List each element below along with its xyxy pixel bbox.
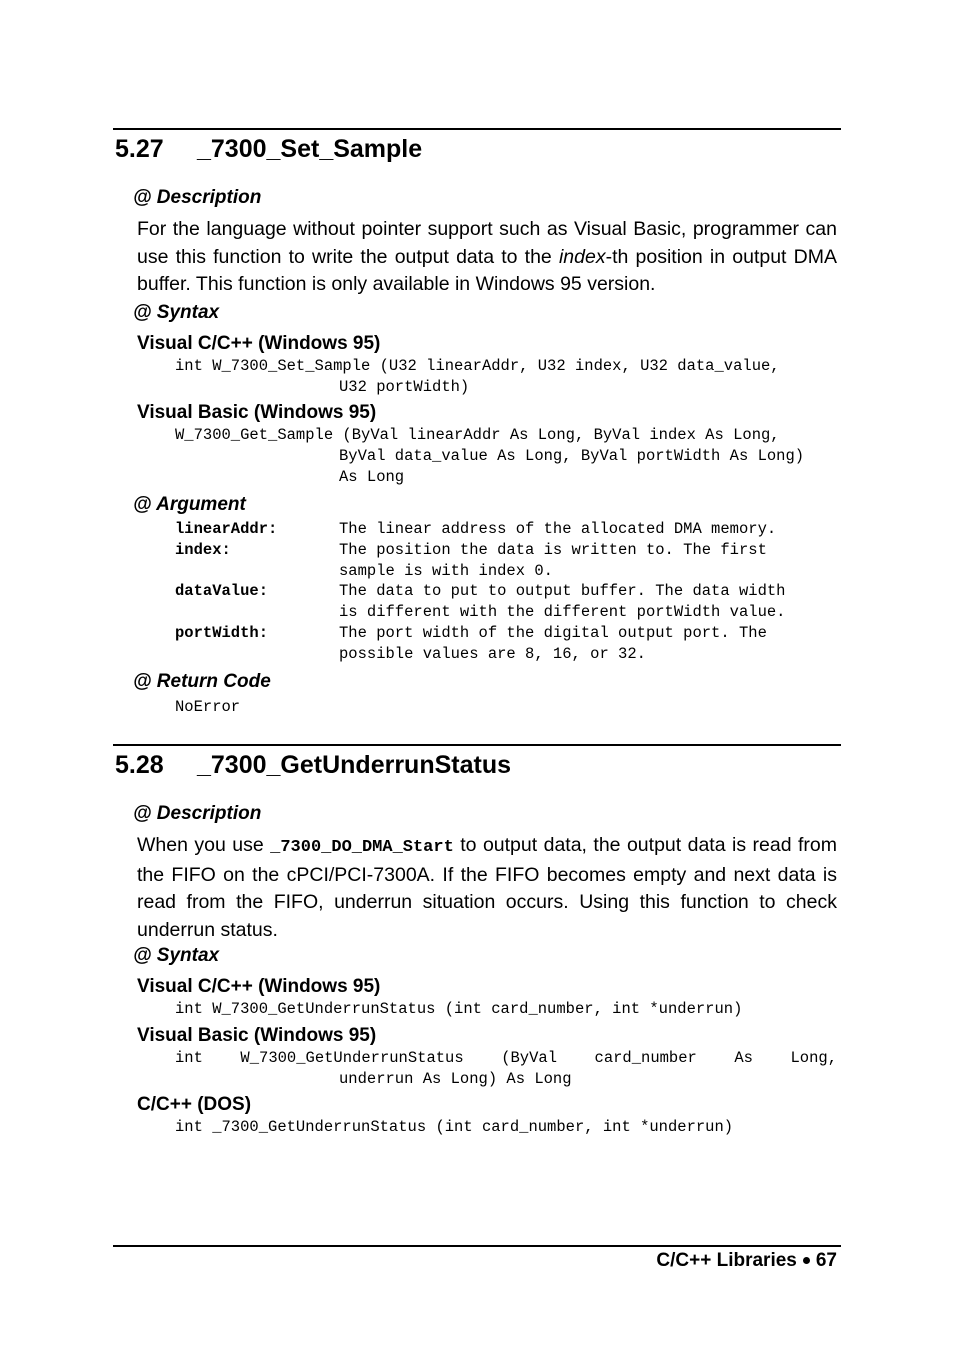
description-italic: index [558,245,606,268]
syntax-heading-2: @ Syntax [133,945,220,966]
description-text: For the language without pointer support such as Visual Basic, programmer can use this function to write the output data to the [137,218,837,268]
description2-text-end: to output data, the output data is read from the FIFO on the cPCI/PCI-7300A. If the FIFO becomes empty and next data is read from the FIFO, underrun situation occurs. Using this function to check underrun status. [137,834,838,941]
section-number: 5.27 [115,135,164,163]
vc-syntax-line-2: U32 portWidth) [339,378,470,396]
arg-name-portwidth: portWidth: [175,624,269,642]
vb-word: As [734,1049,753,1067]
vb-syntax-2-line-1 [175,1048,837,1069]
bullet-icon [803,1257,810,1264]
vb-syntax-line-1: W_7300_Get_Sample (ByVal linearAddr As Long, ByVal index As Long, [175,426,780,444]
arg-desc-linearaddr: The linear address of the allocated DMA memory. [339,520,777,538]
vb-heading-2: Visual Basic (Windows 95) [137,1025,377,1046]
return-code-value: NoError [175,698,241,716]
arg-name-datavalue: dataValue: [175,582,269,600]
footer-text: C/C++ Libraries [656,1250,797,1271]
description-text-end: -th position in output DMA buffer. This function is only available in Windows 95 version. [137,245,837,295]
vb-word: Long, [790,1049,837,1067]
arg-desc-portwidth-2: possible values are 8, 16, or 32. [339,645,646,663]
arg-desc-datavalue-1: The data to put to output buffer. The data width [339,582,786,600]
section-rule-5-28 [113,744,841,746]
arg-name-index: index: [175,541,231,559]
syntax-heading: @ Syntax [133,302,220,323]
vc-heading-2: Visual C/C++ (Windows 95) [137,976,381,997]
page-footer [656,1250,837,1272]
return-code-heading: @ Return Code [133,671,271,692]
section-rule-top [113,128,841,130]
argument-heading: @ Argument [133,494,246,515]
section-heading-5-27 [115,135,422,164]
footer-rule [113,1245,841,1247]
arg-desc-index-2: sample is with index 0. [339,562,553,580]
vc-syntax-2-line-1: int W_7300_GetUnderrunStatus (int card_number, int *underrun) [175,1000,743,1018]
description2-code: _7300_DO_DMA_Start [270,838,454,857]
vb-syntax-line-3: As Long [339,468,405,486]
arg-name-linearaddr: linearAddr: [175,520,278,538]
section-number-2: 5.28 [115,751,164,779]
page-number: 67 [815,1250,837,1271]
arg-desc-index-1: The position the data is written to. The first [339,541,767,559]
vc-heading: Visual C/C++ (Windows 95) [137,333,381,354]
dos-syntax-line-1: int _7300_GetUnderrunStatus (int card_number, int *underrun) [175,1118,734,1136]
description-heading: @ Description [133,187,262,208]
vc-syntax-line-1: int W_7300_Set_Sample (U32 linearAddr, U32 index, U32 data_value, [175,357,780,375]
vb-word: card_number [594,1049,697,1067]
description-paragraph-2 [137,832,837,944]
section-title-2: _7300_GetUnderrunStatus [197,751,512,779]
section-title: _7300_Set_Sample [197,135,423,163]
vb-heading: Visual Basic (Windows 95) [137,402,377,423]
arg-desc-datavalue-2: is different with the different portWidth value. [339,603,786,621]
vb-syntax-2-line-2: underrun As Long) As Long [339,1070,572,1088]
description2-text: When you use [137,834,271,856]
description-paragraph [137,216,837,299]
description-heading-2: @ Description [133,803,262,824]
vb-syntax-line-2: ByVal data_value As Long, ByVal portWidth As Long) [339,447,805,465]
dos-heading: C/C++ (DOS) [137,1094,252,1115]
section-heading-5-28 [115,751,511,780]
arg-desc-portwidth-1: The port width of the digital output port. The [339,624,767,642]
vb-word: int [175,1049,203,1067]
vb-word: W_7300_GetUnderrunStatus [240,1049,464,1067]
vb-word: (ByVal [501,1049,557,1067]
